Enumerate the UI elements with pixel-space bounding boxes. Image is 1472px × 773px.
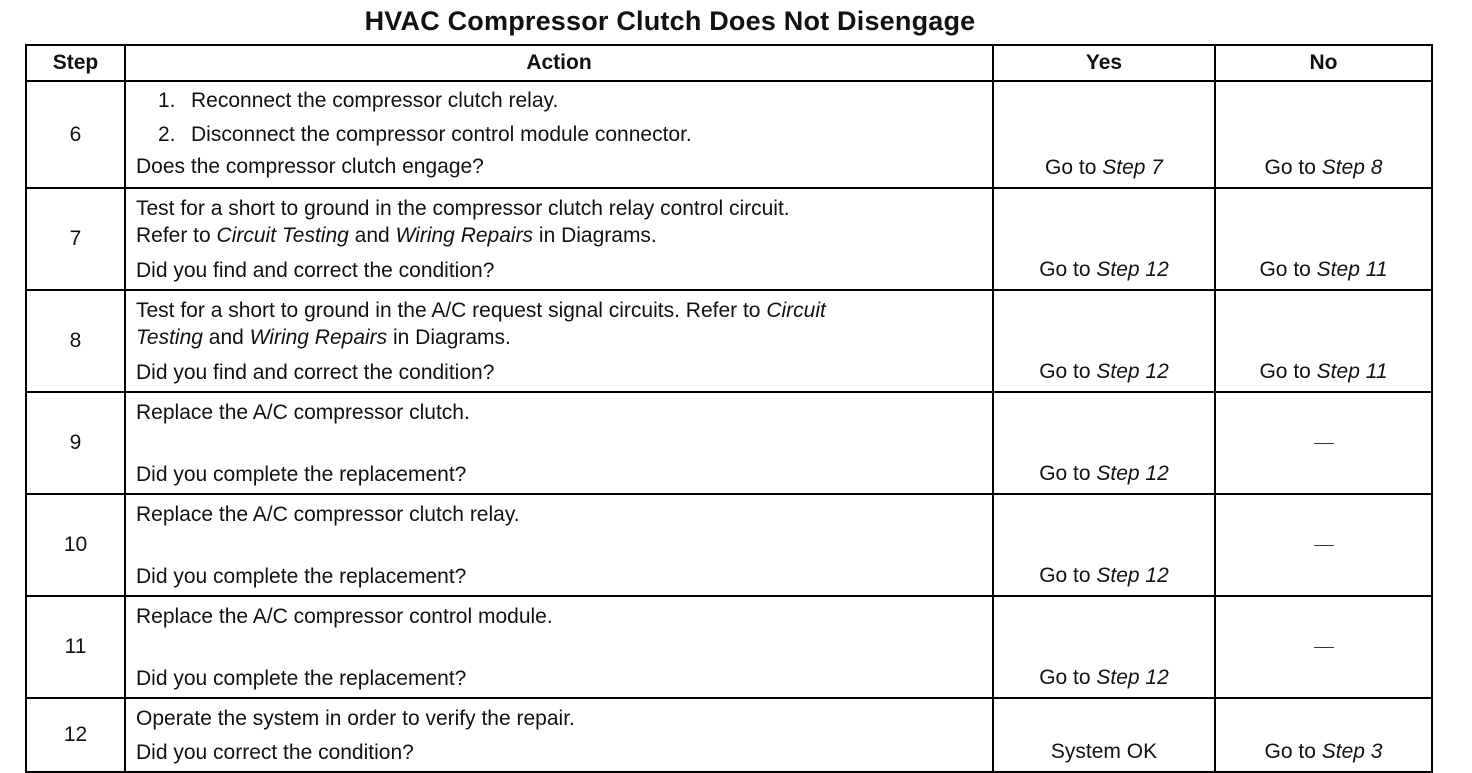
step-number: 7 (26, 188, 125, 290)
action-question: Did you find and correct the condition? (136, 259, 495, 282)
step-number: 10 (26, 494, 125, 596)
no-result: Go to Step 3 (1215, 698, 1432, 772)
action-cell: Replace the A/C compressor control module. Did you complete the replacement? (125, 596, 993, 698)
diagnostic-table (25, 44, 1433, 773)
action-cell: Replace the A/C compressor clutch. Did you complete the replacement? (125, 392, 993, 494)
header-row (26, 45, 1432, 81)
yes-result: System OK (993, 698, 1215, 772)
action-cell (125, 81, 993, 188)
page-title: HVAC Compressor Clutch Does Not Disengage (364, 6, 976, 36)
no-result: Go to Step 11 (1215, 188, 1432, 290)
action-list-item: 2. Disconnect the compressor control module connector. (158, 123, 692, 146)
action-question: Did you correct the condition? (136, 741, 414, 764)
header-action: Action (125, 45, 993, 81)
yes-result: Go to Step 12 (993, 392, 1215, 494)
dash-icon (1314, 545, 1334, 546)
no-result: Go to Step 8 (1215, 81, 1432, 188)
action-question: Does the compressor clutch engage? (136, 155, 484, 178)
yes-result: Go to Step 7 (993, 81, 1215, 188)
no-result (1215, 494, 1432, 596)
table-row (26, 290, 1432, 392)
action-list-item: 1. Reconnect the compressor clutch relay. (158, 89, 559, 112)
step-number: 9 (26, 392, 125, 494)
no-result: Go to Step 11 (1215, 290, 1432, 392)
dash-icon (1314, 647, 1334, 648)
action-cell: Operate the system in order to verify the repair. Did you correct the condition? (125, 698, 993, 772)
table-row (26, 494, 1432, 596)
header-no: No (1215, 45, 1432, 81)
no-result (1215, 392, 1432, 494)
step-number: 8 (26, 290, 125, 392)
yes-result: Go to Step 12 (993, 596, 1215, 698)
yes-result: Go to Step 12 (993, 290, 1215, 392)
step-number: 12 (26, 698, 125, 772)
action-question: Did you complete the replacement? (136, 463, 467, 486)
table-row (26, 698, 1432, 772)
action-question: Did you find and correct the condition? (136, 361, 495, 384)
no-result (1215, 596, 1432, 698)
header-step: Step (26, 45, 125, 81)
table-row (26, 188, 1432, 290)
header-yes: Yes (993, 45, 1215, 81)
table-row (26, 81, 1432, 188)
action-question: Did you complete the replacement? (136, 565, 467, 588)
yes-result: Go to Step 12 (993, 494, 1215, 596)
action-cell: Test for a short to ground in the compressor clutch relay control circuit. Refer to Circuit Testing and Wiring Repairs in Diagrams. Did you find and correct the condition? (125, 188, 993, 290)
table-row (26, 392, 1432, 494)
yes-result: Go to Step 12 (993, 188, 1215, 290)
step-number: 11 (26, 596, 125, 698)
action-cell: Test for a short to ground in the A/C request signal circuits. Refer to Circuit Testing and Wiring Repairs in Diagrams. Did you find and correct the condition? (125, 290, 993, 392)
action-cell: Replace the A/C compressor clutch relay. Did you complete the replacement? (125, 494, 993, 596)
action-question: Did you complete the replacement? (136, 667, 467, 690)
step-number: 6 (26, 81, 125, 188)
dash-icon (1314, 443, 1334, 444)
table-row (26, 596, 1432, 698)
